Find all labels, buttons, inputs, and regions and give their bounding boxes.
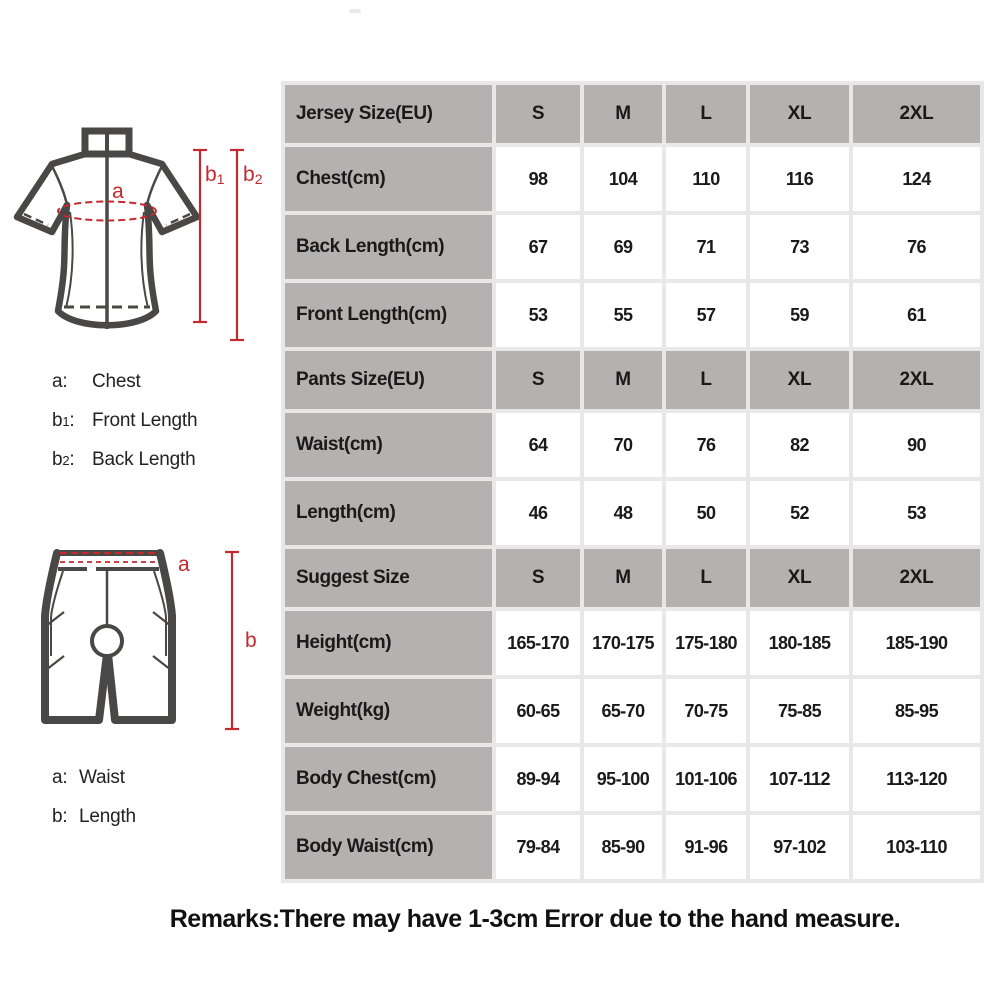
remarks-text: Remarks:There may have 1-3cm Error due to the hand measure. xyxy=(169,905,901,933)
row-label-cell: Body Chest(cm) xyxy=(285,747,492,811)
shorts-pad-circle xyxy=(92,626,122,656)
row-label-cell: Jersey Size(EU) xyxy=(285,85,492,143)
size-header-cell: S xyxy=(496,549,580,607)
legend-item-chest xyxy=(52,362,197,401)
legend-colon: : xyxy=(62,766,68,788)
value-cell: 101-106 xyxy=(666,747,746,811)
value-cell: 95-100 xyxy=(584,747,662,811)
value-cell: 46 xyxy=(496,481,580,545)
legend-label: Front Length xyxy=(92,409,198,431)
value-cell: 85-95 xyxy=(853,679,980,743)
size-header-cell: M xyxy=(584,351,662,409)
value-cell: 170-175 xyxy=(584,611,662,675)
value-cell: 70 xyxy=(584,413,662,477)
jersey-outline xyxy=(17,131,197,329)
legend-item-back-length xyxy=(52,440,197,479)
legend-key: a xyxy=(52,370,63,392)
value-cell: 50 xyxy=(666,481,746,545)
size-header-cell: L xyxy=(666,85,746,143)
value-cell: 107-112 xyxy=(750,747,849,811)
size-header-cell: XL xyxy=(750,351,849,409)
value-cell: 85-90 xyxy=(584,815,662,879)
marker-sub: 2 xyxy=(254,171,263,187)
length-measure-line xyxy=(225,552,239,729)
value-cell: 103-110 xyxy=(853,815,980,879)
value-cell: 61 xyxy=(853,283,980,347)
value-cell: 76 xyxy=(853,215,980,279)
jersey-drawing xyxy=(0,100,280,352)
size-header-cell: 2XL xyxy=(853,549,980,607)
value-cell: 124 xyxy=(853,147,980,211)
value-cell: 52 xyxy=(750,481,849,545)
legend-label: Waist xyxy=(79,766,125,788)
value-cell: 116 xyxy=(750,147,849,211)
value-cell: 69 xyxy=(584,215,662,279)
back-length-measure-line xyxy=(230,150,244,340)
size-header-cell: M xyxy=(584,549,662,607)
front-length-marker-label xyxy=(205,163,225,187)
shorts-drawing xyxy=(0,520,280,750)
table-row xyxy=(285,481,980,545)
value-cell: 180-185 xyxy=(750,611,849,675)
row-label-cell: Pants Size(EU) xyxy=(285,351,492,409)
legend-colon: : xyxy=(62,370,68,392)
chest-marker-label: a xyxy=(112,180,124,203)
table-row xyxy=(285,215,980,279)
shorts-outline xyxy=(45,553,172,720)
value-cell: 67 xyxy=(496,215,580,279)
row-label-cell: Weight(kg) xyxy=(285,679,492,743)
row-label-cell: Chest(cm) xyxy=(285,147,492,211)
row-label-cell: Height(cm) xyxy=(285,611,492,675)
table-row xyxy=(285,351,980,409)
back-length-marker-label xyxy=(243,163,263,187)
size-header-cell: 2XL xyxy=(853,85,980,143)
table-row xyxy=(285,549,980,607)
row-label-cell: Back Length(cm) xyxy=(285,215,492,279)
value-cell: 104 xyxy=(584,147,662,211)
table-row xyxy=(285,283,980,347)
table-row xyxy=(285,147,980,211)
legend-item-length xyxy=(52,797,136,836)
value-cell: 79-84 xyxy=(496,815,580,879)
legend-key-sub: 2 xyxy=(62,452,70,468)
legend-key: b xyxy=(52,409,63,431)
legend-key: a xyxy=(52,766,63,788)
value-cell: 73 xyxy=(750,215,849,279)
value-cell: 71 xyxy=(666,215,746,279)
size-header-cell: M xyxy=(584,85,662,143)
value-cell: 57 xyxy=(666,283,746,347)
value-cell: 82 xyxy=(750,413,849,477)
marker-main: b xyxy=(243,163,255,186)
value-cell: 91-96 xyxy=(666,815,746,879)
table-row xyxy=(285,413,980,477)
value-cell: 53 xyxy=(853,481,980,545)
legend-colon: : xyxy=(69,409,75,431)
value-cell: 48 xyxy=(584,481,662,545)
table-row xyxy=(285,815,980,879)
value-cell: 175-180 xyxy=(666,611,746,675)
value-cell: 64 xyxy=(496,413,580,477)
marker-main: b xyxy=(205,163,217,186)
value-cell: 97-102 xyxy=(750,815,849,879)
legend-key: b xyxy=(52,805,63,827)
value-cell: 110 xyxy=(666,147,746,211)
waist-marker-label: a xyxy=(178,553,190,576)
size-header-cell: L xyxy=(666,351,746,409)
value-cell: 65-70 xyxy=(584,679,662,743)
legend-key: b xyxy=(52,448,63,470)
table-row xyxy=(285,747,980,811)
value-cell: 70-75 xyxy=(666,679,746,743)
length-marker-label: b xyxy=(245,629,257,652)
row-label-cell: Waist(cm) xyxy=(285,413,492,477)
value-cell: 113-120 xyxy=(853,747,980,811)
legend-item-waist xyxy=(52,758,136,797)
table-row xyxy=(285,679,980,743)
row-label-cell: Body Waist(cm) xyxy=(285,815,492,879)
value-cell: 165-170 xyxy=(496,611,580,675)
size-header-cell: S xyxy=(496,85,580,143)
legend-label: Chest xyxy=(92,370,141,392)
value-cell: 60-65 xyxy=(496,679,580,743)
legend-label: Length xyxy=(79,805,136,827)
marker-sub: 1 xyxy=(216,171,225,187)
table-row xyxy=(285,611,980,675)
value-cell: 185-190 xyxy=(853,611,980,675)
value-cell: 90 xyxy=(853,413,980,477)
table-row xyxy=(285,85,980,143)
size-header-cell: XL xyxy=(750,549,849,607)
value-cell: 89-94 xyxy=(496,747,580,811)
legend-colon: : xyxy=(69,448,75,470)
top-artifact-mark xyxy=(349,9,361,13)
size-header-cell: XL xyxy=(750,85,849,143)
legend-label: Back Length xyxy=(92,448,196,470)
jersey-legend xyxy=(52,362,197,479)
shorts-legend xyxy=(52,758,136,836)
row-label-cell: Suggest Size xyxy=(285,549,492,607)
row-label-cell: Front Length(cm) xyxy=(285,283,492,347)
legend-colon: : xyxy=(62,805,68,827)
value-cell: 75-85 xyxy=(750,679,849,743)
value-cell: 59 xyxy=(750,283,849,347)
value-cell: 55 xyxy=(584,283,662,347)
value-cell: 76 xyxy=(666,413,746,477)
size-chart-table xyxy=(281,81,984,883)
row-label-cell: Length(cm) xyxy=(285,481,492,545)
size-header-cell: 2XL xyxy=(853,351,980,409)
value-cell: 53 xyxy=(496,283,580,347)
legend-item-front-length xyxy=(52,401,197,440)
value-cell: 98 xyxy=(496,147,580,211)
size-header-cell: L xyxy=(666,549,746,607)
size-header-cell: S xyxy=(496,351,580,409)
legend-key-sub: 1 xyxy=(62,413,70,429)
